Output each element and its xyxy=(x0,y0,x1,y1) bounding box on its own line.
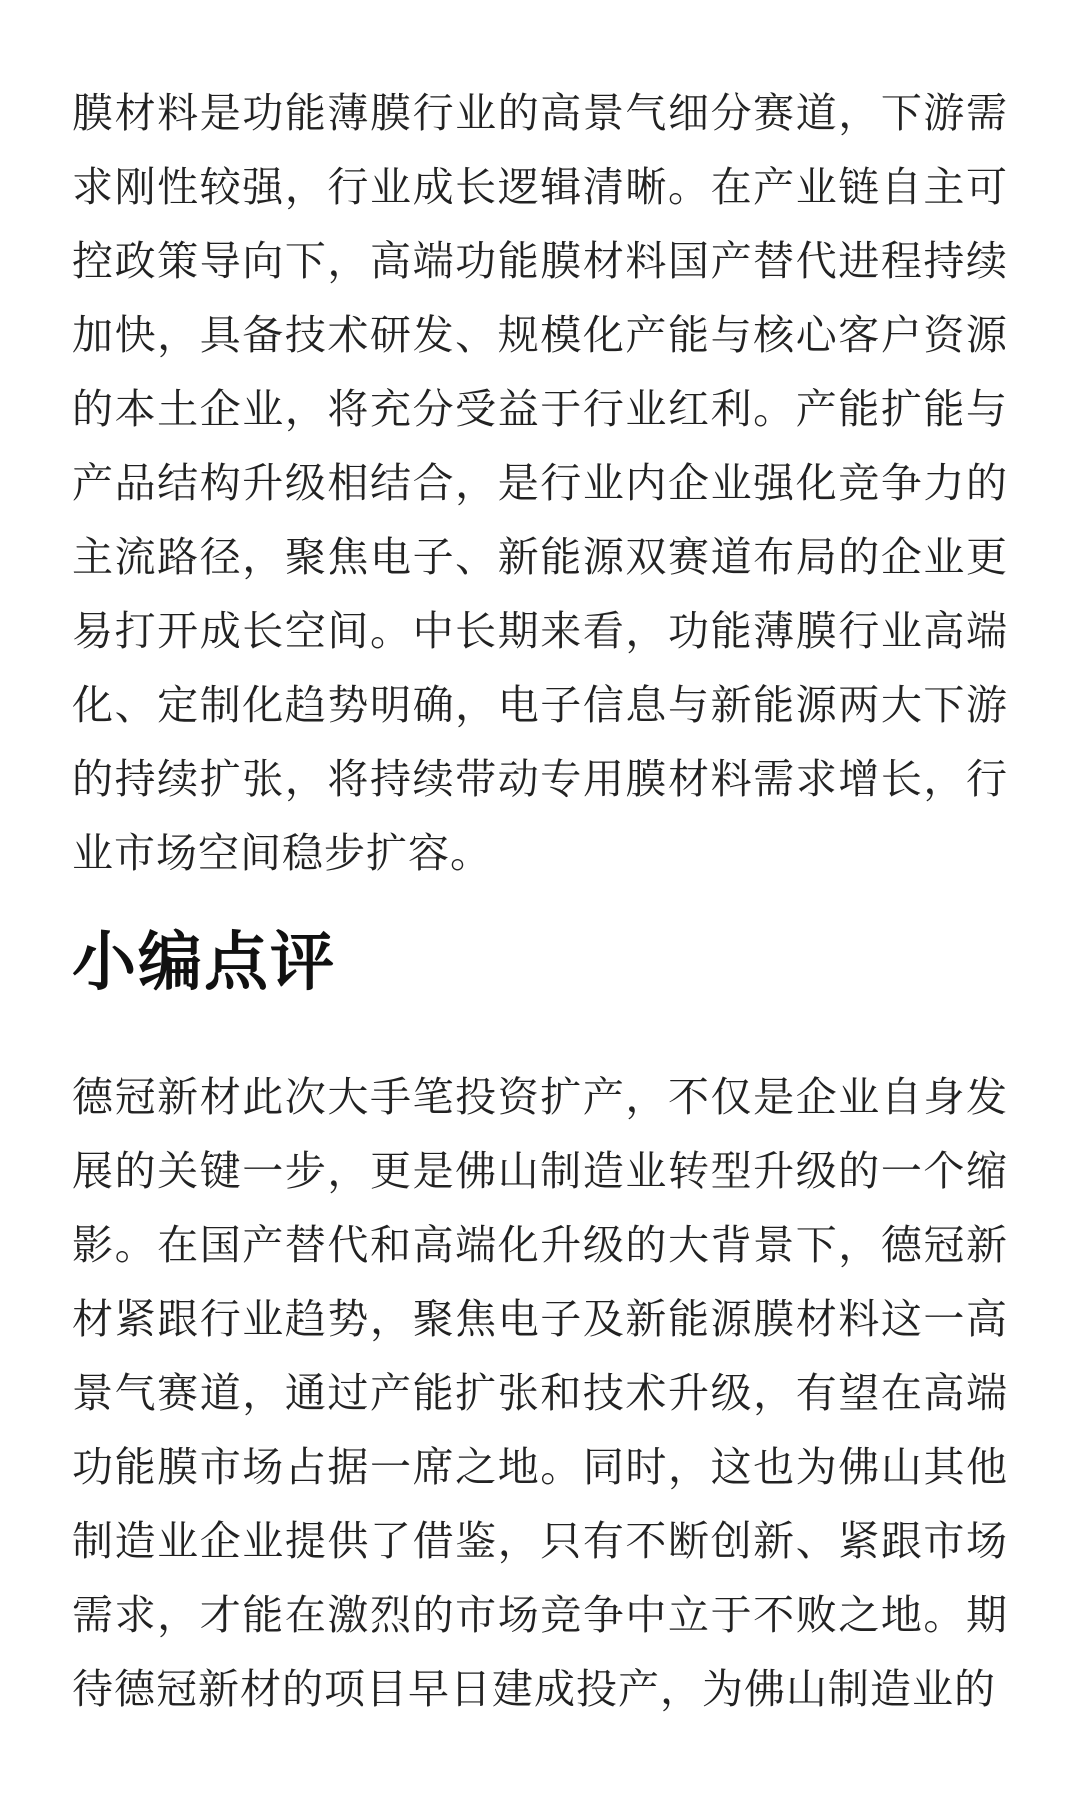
paragraph-editor-comment: 德冠新材此次大手笔投资扩产，不仅是企业自身发展的关键一步，更是佛山制造业转型升级的一个缩影。在国产替代和高端化升级的大背景下，德冠新材紧跟行业趋势，聚焦电子及新能源膜材料这一高景气赛道，通过产能扩张和技术升级，有望在高端功能膜市场占据一席之地。同时，这也为佛山其他制造业企业提供了借鉴，只有不断创新、紧跟市场需求，才能在激烈的市场竞争中立于不败之地。期待德冠新材的项目早日建成投产，为佛山制造业的 xyxy=(72,1073,1008,1713)
paragraph-market-outlook: 膜材料是功能薄膜行业的高景气细分赛道，下游需求刚性较强，行业成长逻辑清晰。在产业链自主可控政策导向下，高端功能膜材料国产替代进程持续加快，具备技术研发、规模化产能与核心客户资源的本土企业，将充分受益于行业红利。产能扩能与产品结构升级相结合，是行业内企业强化竞争力的主流路径，聚焦电子、新能源双赛道布局的企业更易打开成长空间。中长期来看，功能薄膜行业高端化、定制化趋势明确，电子信息与新能源两大下游的持续扩张，将持续带动专用膜材料需求增长，行业市场空间稳步扩容。 xyxy=(72,89,1008,877)
section-title-editor-comment: 小编点评 xyxy=(72,926,336,1000)
